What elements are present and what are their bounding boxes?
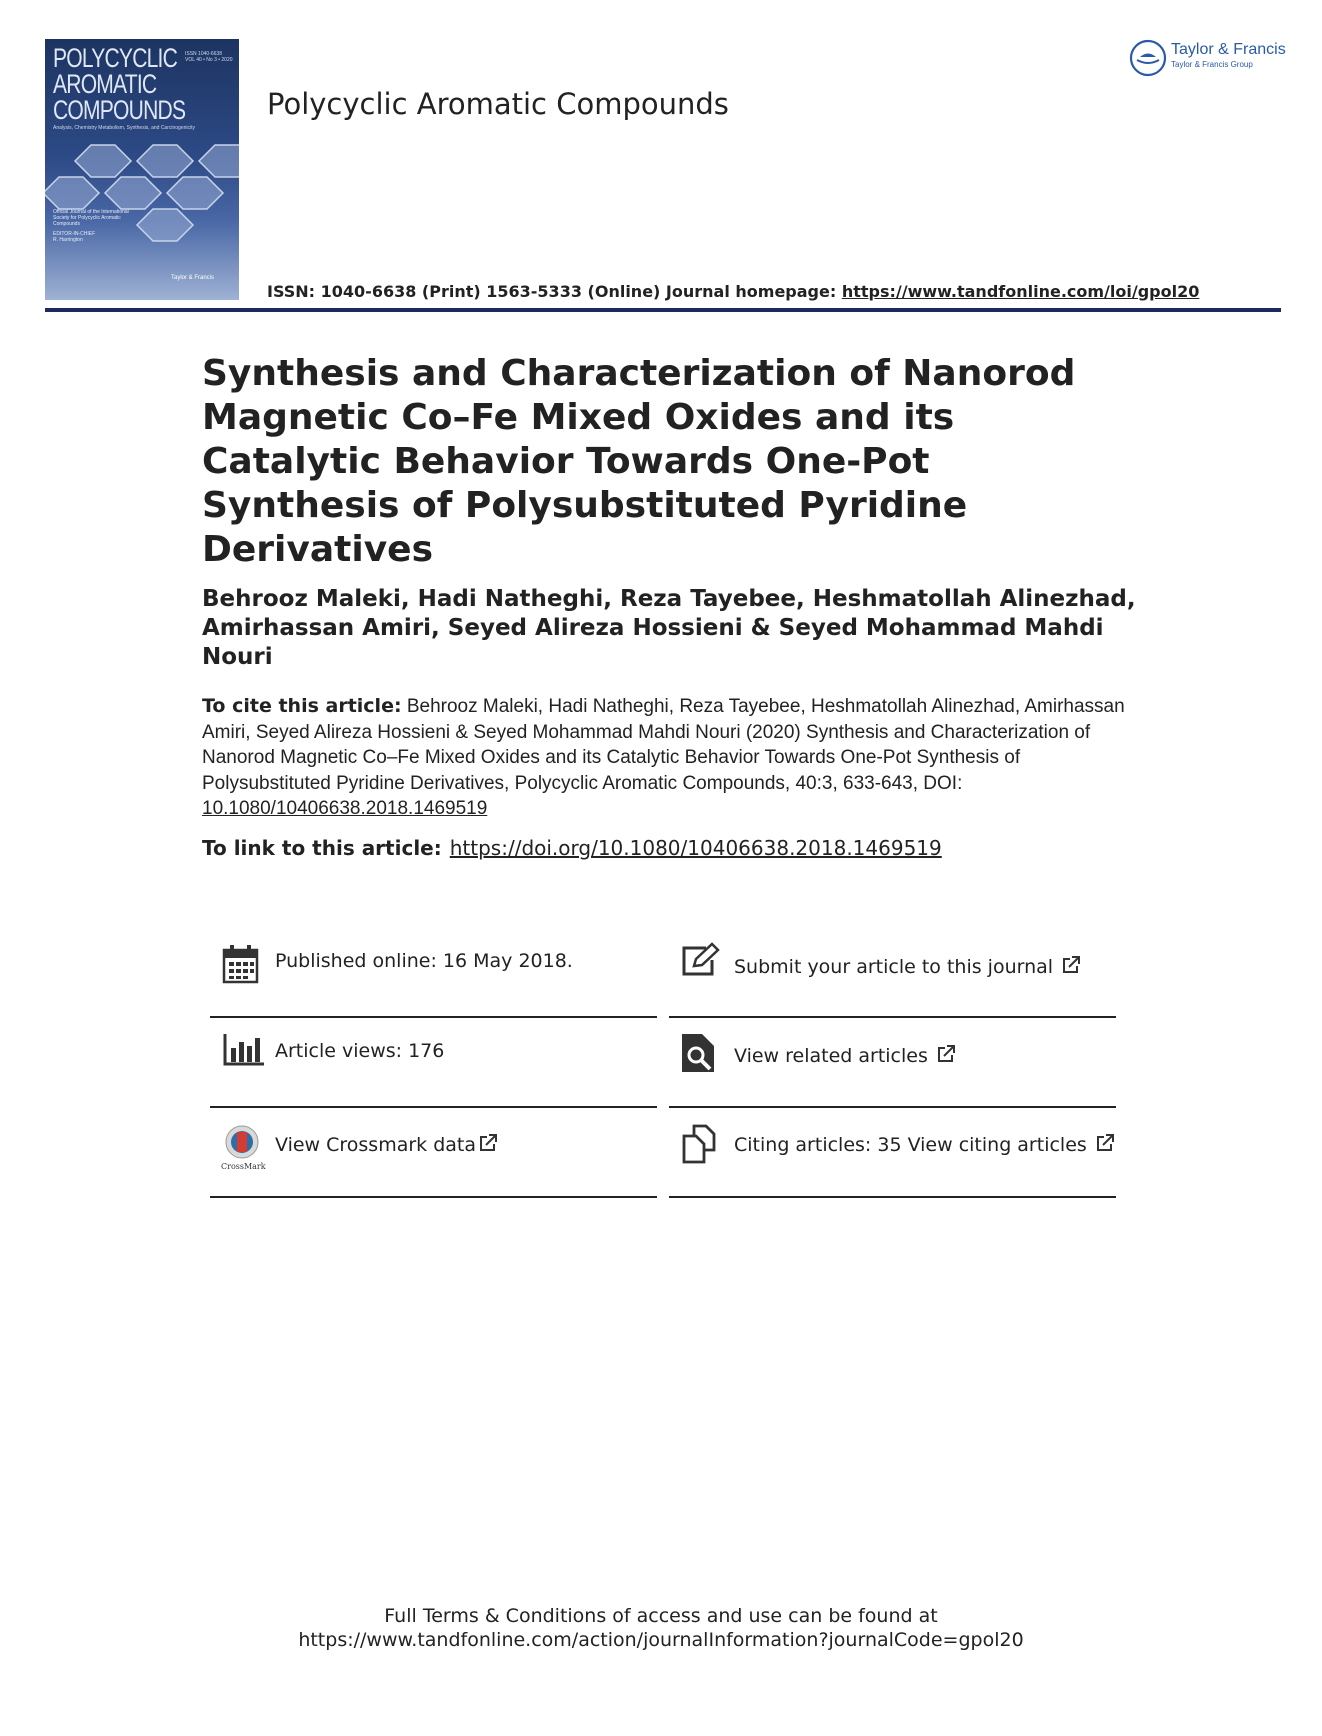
submit-article-link[interactable] (734, 955, 1081, 978)
footer-terms-url[interactable]: https://www.tandfonline.com/action/journalInformation?journalCode=gpol20 (298, 1629, 1024, 1651)
cover-title: POLYCYCLIC AROMATIC COMPOUNDS (53, 43, 186, 125)
crossmark-icon (222, 1125, 264, 1165)
submit-article-label: Submit your article to this journal (734, 956, 1054, 978)
link-label: To link to this article: (202, 836, 442, 860)
related-articles-link[interactable] (734, 1044, 956, 1067)
divider (669, 1196, 1116, 1198)
cite-label: To cite this article: (202, 695, 402, 717)
external-link-icon (936, 1044, 956, 1064)
divider (210, 1196, 657, 1198)
divider (210, 1106, 657, 1108)
published-online: Published online: 16 May 2018. (275, 950, 573, 972)
journal-cover-image (45, 39, 239, 300)
calendar-icon (222, 944, 260, 984)
divider (210, 1016, 657, 1018)
search-document-icon (680, 1032, 716, 1074)
footer (0, 1604, 1322, 1652)
issn-line (267, 282, 1199, 301)
citing-articles-label: Citing articles: 35 View citing articles (734, 1134, 1087, 1156)
edit-icon (680, 942, 720, 978)
cover-society: Official Journal of the International Society for Polycyclic Aromatic Compounds (53, 209, 129, 227)
related-articles-label: View related articles (734, 1045, 928, 1067)
article-views: Article views: 176 (275, 1040, 445, 1062)
cover-publisher: Taylor & Francis (171, 275, 215, 281)
article-title: Synthesis and Characterization of Nanorod Magnetic Co–Fe Mixed Oxides and its Catalytic Behavior Towards One-Pot Synthesis of Polysubstituted Pyridine Derivatives (202, 353, 1076, 570)
citing-articles-link[interactable] (734, 1133, 1115, 1156)
bar-chart-icon (222, 1032, 266, 1068)
external-link-icon (1061, 955, 1081, 975)
issn-text: ISSN: 1040-6638 (Print) 1563-5333 (Online) Journal homepage: (267, 282, 842, 301)
article-authors: Behrooz Maleki, Hadi Natheghi, Reza Tayebee, Heshmatollah Alinezhad, Amirhassan Amiri, Seyed Alireza Hossieni & Seyed Mohammad Mahdi Nouri (202, 586, 1136, 670)
crossmark-logo-text: CrossMark (221, 1162, 266, 1171)
cover-editor: EDITOR-IN-CHIEF R. Harrington (53, 231, 96, 243)
crossmark-link[interactable] (275, 1133, 498, 1156)
cite-text: Behrooz Maleki, Hadi Natheghi, Reza Tayebee, Heshmatollah Alinezhad, Amirhassan Amiri, Seyed Alireza Hossieni & Seyed Mohammad Mahdi Nouri (2020) Synthesis and Characterization of Nanorod Magnetic Co–Fe Mixed Oxides and its Catalytic Behavior Towards One-Pot Synthesis of Polysubstituted Pyridine Derivatives, Polycyclic Aromatic Compounds, 40:3, 633-643, DOI: (202, 696, 1125, 794)
journal-name: Polycyclic Aromatic Compounds (267, 87, 729, 121)
cover-issn: ISSN 1040-6638 VOL 40 • No 3 • 2020 (185, 51, 233, 63)
journal-homepage-link[interactable]: https://www.tandfonline.com/loi/gpol20 (841, 282, 1200, 301)
citation-block (202, 694, 1142, 822)
divider (669, 1106, 1116, 1108)
article-doi-url-link[interactable]: https://doi.org/10.1080/10406638.2018.1469519 (449, 836, 942, 860)
divider (669, 1016, 1116, 1018)
doi-link[interactable]: 10.1080/10406638.2018.1469519 (202, 798, 488, 819)
header-divider (45, 308, 1281, 312)
external-link-icon (478, 1133, 498, 1153)
footer-terms-text: Full Terms & Conditions of access and use can be found at (384, 1605, 938, 1627)
publisher-group: Taylor & Francis Group (1171, 60, 1253, 69)
copy-documents-icon (680, 1124, 720, 1164)
crossmark-label: View Crossmark data (275, 1134, 477, 1156)
taylor-francis-logo-icon (1128, 38, 1168, 78)
article-link-line (202, 836, 942, 860)
external-link-icon (1095, 1133, 1115, 1153)
publisher-name: Taylor & Francis (1171, 41, 1286, 58)
cover-subtitle: Analysis, Chemistry Metabolism, Synthesis, and Carcinogenicity (53, 125, 195, 131)
